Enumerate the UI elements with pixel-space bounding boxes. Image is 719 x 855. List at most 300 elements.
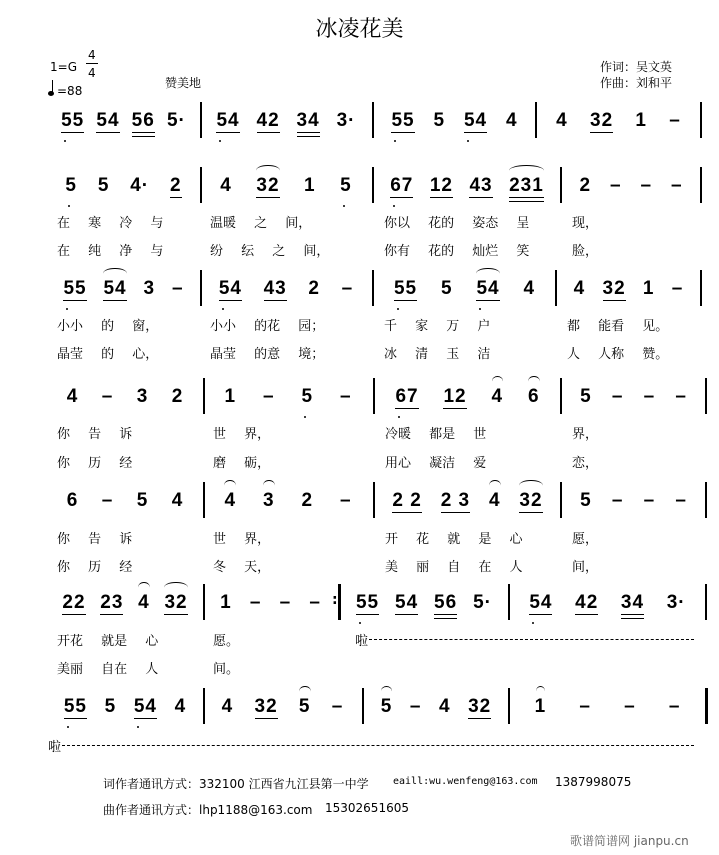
- underline: [257, 132, 280, 133]
- underline: [441, 512, 470, 513]
- score-row: [0, 490, 719, 520]
- note-text: 32: [256, 175, 280, 196]
- barline: [203, 482, 205, 518]
- lyric-line: 美丽 自在 人: [57, 662, 159, 677]
- lyric-line: 现，: [572, 216, 599, 231]
- note-text: 2: [301, 490, 314, 511]
- note-text: 5: [298, 696, 311, 717]
- measure: [211, 696, 354, 726]
- barline: [560, 167, 562, 203]
- note-text: 56: [434, 592, 458, 613]
- barline: [705, 378, 707, 414]
- score-row: [0, 386, 719, 416]
- measure: [208, 175, 364, 205]
- composer-contact: 曲作者通讯方式：lhp1188@163.com: [103, 803, 313, 817]
- note: [67, 386, 79, 408]
- lyric-line: 你 历 经: [57, 456, 133, 471]
- note-text: 54: [103, 278, 127, 299]
- note-text: 1: [534, 696, 547, 717]
- note: [395, 592, 418, 614]
- underline: [509, 201, 544, 202]
- underline: [519, 512, 542, 513]
- barline: [200, 167, 202, 203]
- note-text: 4: [221, 696, 234, 717]
- note-text: 3·: [666, 592, 686, 613]
- measure: [383, 490, 552, 520]
- note-text: 5: [340, 175, 352, 196]
- note: [222, 696, 234, 718]
- low-octave-dot: [467, 140, 469, 142]
- note: [102, 386, 114, 408]
- note: [342, 278, 354, 300]
- note-text: 3: [143, 278, 156, 299]
- underline: [134, 718, 157, 719]
- note: [439, 696, 451, 718]
- note: [137, 490, 149, 512]
- low-octave-dot: [359, 622, 361, 624]
- note: [390, 175, 413, 197]
- low-octave-dot: [343, 205, 345, 207]
- low-octave-dot: [397, 308, 399, 310]
- lyric-line: 冷暖 都是 世: [385, 427, 487, 442]
- note-text: 54: [96, 110, 120, 131]
- note: [255, 696, 278, 718]
- note: [263, 490, 275, 512]
- note: [528, 386, 540, 408]
- note: [603, 278, 626, 300]
- note: [224, 490, 236, 512]
- note: [519, 490, 542, 512]
- note-text: 5: [65, 175, 77, 196]
- lyric-line: 脸，: [572, 244, 599, 259]
- note-text: 2: [171, 386, 184, 407]
- note: [430, 175, 453, 197]
- note-text: –: [101, 490, 114, 511]
- note: [340, 175, 352, 197]
- note: [492, 386, 504, 408]
- lyric-line: 用心 凝洁 爱: [385, 456, 487, 471]
- barline: [705, 482, 707, 518]
- note: [640, 175, 652, 197]
- note: [170, 175, 182, 197]
- barline: [200, 270, 202, 306]
- note: [392, 490, 421, 512]
- lyric-line: 世 界，: [213, 532, 271, 547]
- barline: [203, 688, 205, 724]
- note: [610, 175, 622, 197]
- note-text: –: [643, 490, 656, 511]
- note-text: 5·: [166, 110, 186, 131]
- low-octave-dot: [304, 416, 306, 418]
- note-text: 1: [642, 278, 655, 299]
- slur-mark: [138, 582, 150, 593]
- note-text: –: [643, 386, 656, 407]
- note-text: 23: [100, 592, 124, 613]
- note: [391, 110, 414, 132]
- lyric-line: 世 界，: [213, 427, 271, 442]
- barline: [362, 688, 364, 724]
- lyric-line: 磨 砺，: [213, 456, 271, 471]
- lyric-line: 愿，: [572, 532, 599, 547]
- note-text: –: [249, 592, 262, 613]
- note-text: –: [409, 696, 422, 717]
- note: [672, 278, 684, 300]
- note-text: 5: [136, 490, 149, 511]
- barline: [203, 584, 205, 620]
- extension-line: [369, 639, 694, 640]
- lyric-line: 人 人称 赞。: [567, 347, 669, 362]
- slur-mark: [263, 480, 275, 491]
- note: [224, 386, 236, 408]
- note: [299, 696, 311, 718]
- note: [138, 592, 150, 614]
- note-text: 4·: [130, 175, 150, 196]
- low-octave-dot: [219, 140, 221, 142]
- note: [105, 696, 117, 718]
- note-text: –: [669, 110, 681, 131]
- note: [220, 592, 232, 614]
- underline: [575, 614, 598, 615]
- note: [98, 175, 110, 197]
- note: [103, 278, 126, 300]
- barline: [372, 167, 374, 203]
- lyric-line: 你 告 诉: [57, 532, 133, 547]
- note: [669, 110, 681, 132]
- score-row: [0, 278, 719, 308]
- underline: [255, 718, 278, 719]
- note-text: 42: [575, 592, 599, 613]
- note-text: 4: [573, 278, 586, 299]
- note: [473, 592, 492, 614]
- note-text: –: [611, 490, 624, 511]
- note: [340, 490, 352, 512]
- low-octave-dot: [393, 205, 395, 207]
- underline: [170, 197, 182, 198]
- lyricist-email: eaill:wu.wenfeng@163.com: [393, 776, 538, 787]
- underline: [61, 132, 84, 133]
- note: [65, 175, 77, 197]
- note-text: 4: [224, 490, 237, 511]
- note-text: 43: [469, 175, 493, 196]
- note: [579, 696, 591, 718]
- note: [137, 386, 149, 408]
- underline: [430, 197, 453, 198]
- note: [643, 278, 655, 300]
- note: [164, 592, 187, 614]
- note-text: 4: [174, 696, 187, 717]
- barline: [203, 378, 205, 414]
- quarter-note-head-icon: [48, 91, 54, 96]
- lyricist-credit: 作词：吴文英: [600, 60, 673, 74]
- note-text: –: [279, 592, 292, 613]
- barline: [560, 378, 562, 414]
- note-text: 1: [304, 175, 316, 196]
- note-text: 55: [63, 278, 87, 299]
- note: [624, 696, 636, 718]
- note-text: –: [611, 386, 624, 407]
- note-text: –: [670, 175, 683, 196]
- note: [263, 386, 275, 408]
- underline: [264, 300, 287, 301]
- low-octave-dot: [66, 308, 68, 310]
- note-text: 3: [136, 386, 149, 407]
- underline: [356, 614, 379, 615]
- note-text: 32: [468, 696, 492, 717]
- note: [535, 696, 547, 718]
- note-text: –: [671, 278, 684, 299]
- note: [102, 490, 114, 512]
- note-text: 4: [171, 490, 184, 511]
- lyric-line: 在 纯 净 与: [57, 244, 164, 259]
- lyric-line: 纷 纭 之 间，: [210, 244, 330, 259]
- underline: [132, 132, 155, 133]
- fermata-icon: [536, 686, 546, 697]
- score-row: [0, 110, 719, 140]
- underline: [100, 614, 123, 615]
- note-text: 55: [355, 592, 380, 613]
- lyric-line: 晶莹 的意 境；: [210, 347, 325, 362]
- note: [381, 696, 393, 718]
- note-text: 5: [433, 110, 446, 131]
- note-text: 32: [254, 696, 278, 717]
- measure: [211, 490, 365, 520]
- note-text: 12: [429, 175, 453, 196]
- underline: [469, 197, 492, 198]
- note: [529, 592, 552, 614]
- lyric-line: 界，: [572, 427, 599, 442]
- note-text: 2: [169, 175, 182, 196]
- barline: [700, 102, 702, 138]
- note-text: 55: [61, 110, 85, 131]
- underline: [392, 512, 421, 513]
- lyric-line: 你 告 诉: [57, 427, 133, 442]
- note-text: 1: [220, 592, 232, 613]
- note: [394, 278, 417, 300]
- measure: [55, 592, 195, 622]
- note-text: 32: [602, 278, 626, 299]
- measure: [570, 490, 697, 520]
- note: [443, 386, 466, 408]
- measure: [55, 696, 195, 726]
- note-text: 4: [66, 386, 79, 407]
- note: [144, 278, 156, 300]
- note: [489, 490, 501, 512]
- measure: [518, 696, 697, 726]
- underline: [391, 132, 414, 133]
- score-row: [0, 696, 719, 726]
- note: [130, 175, 149, 197]
- barline: [508, 584, 510, 620]
- underline: [103, 300, 126, 301]
- note: [309, 592, 321, 614]
- measure: [382, 278, 547, 308]
- note: [134, 696, 157, 718]
- note-text: 34: [296, 110, 320, 131]
- note-text: 4: [138, 592, 150, 613]
- note: [175, 696, 187, 718]
- low-octave-dot: [532, 622, 534, 624]
- slur-mark: [224, 480, 236, 491]
- note: [612, 490, 624, 512]
- lyric-line: 冬 天，: [213, 560, 271, 575]
- measure: [211, 592, 330, 622]
- underline: [468, 718, 491, 719]
- note: [172, 386, 184, 408]
- note: [667, 592, 686, 614]
- note: [63, 278, 86, 300]
- low-octave-dot: [67, 726, 69, 728]
- note: [468, 696, 491, 718]
- note: [410, 696, 422, 718]
- slur-mark: [519, 480, 542, 491]
- note: [356, 592, 379, 614]
- underline: [621, 618, 644, 619]
- composer-phone: 15302651605: [325, 801, 409, 815]
- barline: [200, 102, 202, 138]
- note: [441, 278, 453, 300]
- note: [556, 110, 568, 132]
- composer-credit: 作曲：刘和平: [600, 76, 673, 90]
- lyric-line: 小小 的花 园；: [210, 319, 325, 334]
- measure: [208, 278, 364, 308]
- underline: [256, 197, 279, 198]
- note-text: 3: [262, 490, 275, 511]
- measure: [382, 175, 552, 205]
- note: [509, 175, 544, 197]
- barline: [373, 482, 375, 518]
- measure: [570, 386, 697, 416]
- note: [301, 490, 313, 512]
- lyric-line: 愿。: [213, 634, 240, 649]
- slur-mark: [509, 165, 544, 176]
- low-octave-dot: [398, 416, 400, 418]
- underline: [434, 614, 457, 615]
- low-octave-dot: [222, 308, 224, 310]
- barline: [700, 167, 702, 203]
- note-text: –: [339, 386, 352, 407]
- note-text: 55: [393, 278, 418, 299]
- barline: [700, 270, 702, 306]
- low-octave-dot: [394, 140, 396, 142]
- measure: [545, 110, 692, 140]
- lyric-line: 冰 清 玉 洁: [384, 347, 491, 362]
- slur-mark: [476, 268, 499, 279]
- slur-mark: [528, 376, 540, 387]
- note-text: 32: [164, 592, 188, 613]
- slur-mark: [489, 480, 501, 491]
- measure: [208, 110, 364, 140]
- note-text: 6: [527, 386, 540, 407]
- lyric-line: 晶莹 的 心，: [57, 347, 159, 362]
- measure: [570, 175, 692, 205]
- measure: [348, 592, 500, 622]
- note: [297, 110, 320, 132]
- underline: [63, 300, 86, 301]
- underline: [216, 132, 239, 133]
- note-text: 4: [523, 278, 536, 299]
- underline: [509, 197, 544, 198]
- note-text: –: [171, 278, 184, 299]
- note: [61, 110, 84, 132]
- note-text: 4: [556, 110, 568, 131]
- underline: [603, 300, 626, 301]
- note-text: 5: [580, 386, 592, 407]
- lyric-line: 间，: [572, 560, 599, 575]
- barline: [372, 270, 374, 306]
- note-text: 5: [97, 175, 110, 196]
- underline: [164, 614, 187, 615]
- note: [675, 490, 687, 512]
- slur-mark: [381, 686, 393, 697]
- lyricist-contact: 词作者通讯方式：332100 江西省九江县第一中学: [103, 777, 369, 791]
- measure: [372, 696, 500, 726]
- lyricist-phone: 1387998075: [555, 775, 632, 789]
- barline: [372, 102, 374, 138]
- underline: [394, 300, 417, 301]
- underline: [297, 132, 320, 133]
- barline: [535, 102, 537, 138]
- note-text: –: [101, 386, 114, 407]
- underline: [395, 408, 418, 409]
- note-text: 54: [476, 278, 500, 299]
- slur-mark: [299, 686, 311, 697]
- time-signature-top: 4: [88, 48, 96, 62]
- barline: [555, 270, 557, 306]
- note: [434, 592, 457, 614]
- note: [100, 592, 123, 614]
- lyric-line: 美 丽 自 在 人: [385, 560, 523, 575]
- measure: [55, 386, 195, 416]
- underline: [132, 136, 155, 137]
- underline: [64, 718, 87, 719]
- note: [669, 696, 681, 718]
- note: [579, 175, 591, 197]
- slur-mark: [103, 268, 126, 279]
- note: [621, 592, 644, 614]
- note-text: 42: [256, 110, 280, 131]
- note-text: –: [675, 386, 687, 407]
- note-text: 54: [133, 696, 157, 717]
- underline: [464, 132, 487, 133]
- underline: [621, 614, 644, 615]
- note: [172, 278, 184, 300]
- lyric-line: 间。: [213, 662, 240, 677]
- note: [644, 490, 656, 512]
- note: [612, 386, 624, 408]
- note: [264, 278, 287, 300]
- underline: [476, 300, 499, 301]
- note-text: 2 3: [440, 490, 471, 511]
- time-signature-line: [86, 63, 98, 64]
- note: [301, 386, 313, 408]
- note-text: 54: [218, 278, 242, 299]
- note: [250, 592, 262, 614]
- note: [308, 278, 320, 300]
- lyric-line: 温暖 之 间，: [210, 216, 312, 231]
- key-signature: 1=G: [50, 60, 77, 74]
- measure: [211, 386, 365, 416]
- note: [216, 110, 239, 132]
- final-barline: [705, 688, 708, 724]
- note-text: 54: [529, 592, 553, 613]
- note: [64, 696, 87, 718]
- watermark: 歌谱简谱网 jianpu.cn: [570, 834, 689, 848]
- note-text: 55: [391, 110, 415, 131]
- note-text: 32: [590, 110, 614, 131]
- note-text: –: [262, 386, 275, 407]
- underline: [443, 408, 466, 409]
- score-row: [0, 175, 719, 205]
